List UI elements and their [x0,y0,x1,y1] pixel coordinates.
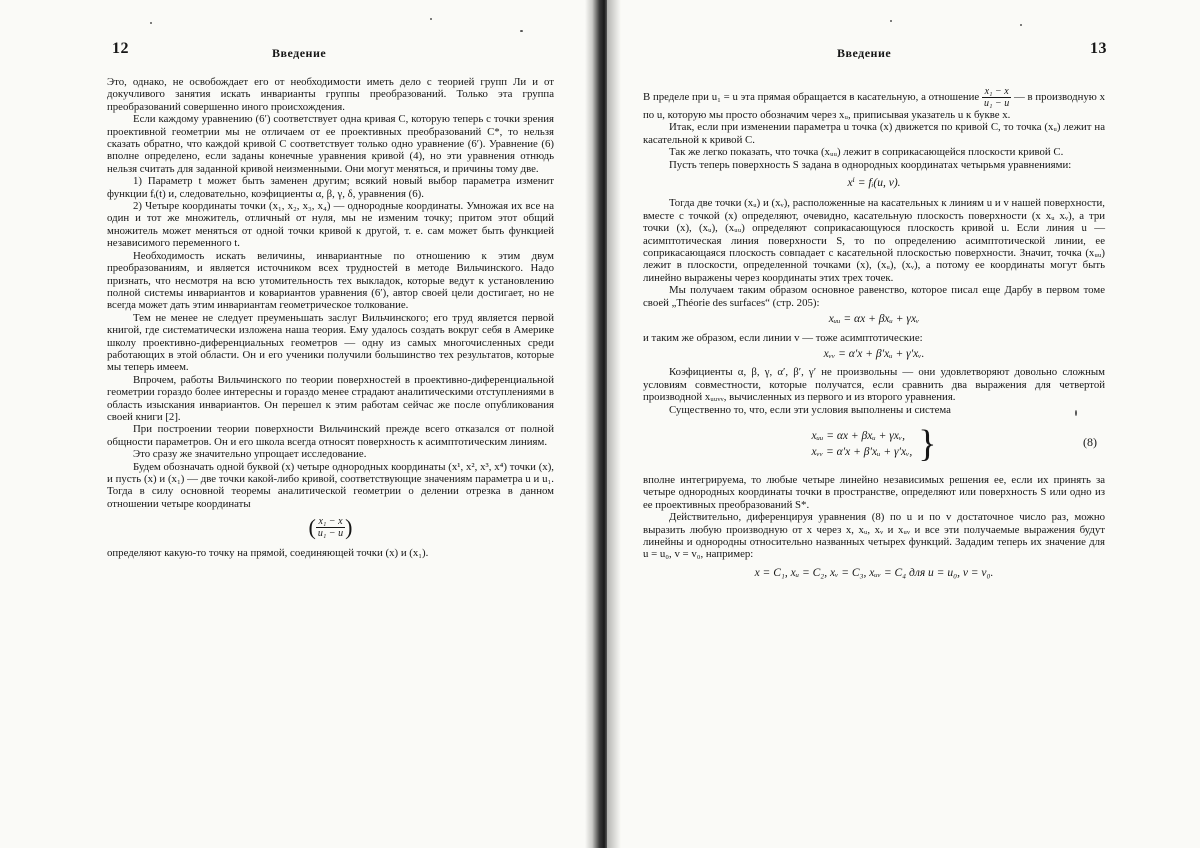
paragraph-last-line: определяют какую-то точку на прямой, соединяющей точки (x) и (x₁). [107,547,429,560]
left-page-number: 12 [112,40,129,57]
paragraph: вполне интегрируема, то любые четыре линейно независимых решения ее, если их принять за четыре однородных координаты точки в пространстве, определяют или поверхность S или одно из ее проективных преобразований S*. [643,473,1105,511]
right-page [607,0,1200,848]
book-gutter-shadow [585,0,609,848]
paragraph: При построении теории поверхности Вильчинский прежде всего отказался от полной общности параметров. Он и его школа всегда относят поверхность к асимптотическим линиям. [107,423,554,448]
fraction-numerator: x₁ − x [316,516,345,528]
right-body-text [643,86,1105,587]
scan-speckle [890,20,892,22]
fraction-denominator: u₁ − u [317,528,344,540]
scan-speckle [150,22,152,24]
fraction-denominator: u₁ − u [984,98,1010,109]
left-header-title: Введение [272,46,327,60]
paragraph: 2) Четыре координаты точки (x₁, x₂, x₃, x₄) — однородные координаты. Умножая их все на один и тот же множитель, отличный от нуля, мы не изменим точку; притом этот общий множитель может меняться от одной точки кривой к другой, т. е. сам может быть функцией независимого переменного t. [107,200,554,250]
right-page-gutter-shadow [607,0,621,848]
right-brace: } [918,422,937,465]
equation-vv: xᵥᵥ = α′x + β′xᵤ + γ′xᵥ. [823,347,925,360]
left-body-text [107,76,554,560]
paragraph-text: В пределе при u₁ = u эта прямая обращается в касательную, а отношение [643,90,980,103]
right-header-title: Введение [837,46,892,60]
scan-speckle [520,30,523,32]
equation-surface: xⁱ = fᵢ(u, v). [847,177,901,190]
scan-speckle [430,18,432,20]
system-lines [812,428,913,460]
equation-initial-values: x = C₁, xᵤ = C₂, xᵥ = C₃, xᵤᵥ = C₄ для u = u₀, v = v₀. [754,566,994,579]
paragraph: Впрочем, работы Вильчинского по теории поверхностей в проективно-диференциальной геометрии гораздо более интересны и гораздо менее страдают аналитическими отступлениями в область изыскания инвариантов. Он перешел к этим работам сейчас же после опубликования своей книги [2]. [107,373,554,423]
paragraph: и таким же образом, если линии v — тоже асимптотические: [643,331,923,344]
system-line: xᵤᵤ = αx + βxᵤ + γxᵥ, [811,429,905,442]
paragraph: Существенно то, что, если эти условия выполнены и система [669,403,951,416]
paragraph: Коэфициенты α, β, γ, α′, β′, γ′ не произвольны — они удовлетворяют довольно сложным условиям совместности, которые получатся, если сравнить два выражения для четвертой производной xᵤᵤᵥᵥ, вычисленных из первого и из второго уравнения. [643,366,1105,404]
fraction [316,516,345,539]
paragraph: Будем обозначать одной буквой (x) четыре однородных координаты (x¹, x², x³, x⁴) точки (x), и пусть (x) и (x₁) — две точки какой-либо кривой, соответствующие значениям параметра u и u₁. Тогда в силу основной теоремы аналитической геометрии о делении отрезка в данном отношении четыре координаты [107,460,554,510]
paragraph: Тогда две точки (xᵤ) и (xᵥ), расположенные на касательных к линиям u и v нашей поверхности, вместе с точкой (x) определяют, очевидно, касательную плоскость поверхности (x xᵤ xᵥ), а три точки (x), (xᵤ), (xᵤᵤ) определяют соприкасающуюся плоскость кривой u. Если линия u — асимптотическая линия поверхности S, то по определению асимптотической линии, ее соприкасающаяся плоскость совпадает с касательной плоскостью поверхности. Значит, точка (xᵤᵤ) лежит в плоскости, определенной точками (x), (xᵤ), (xᵥ), а потому ее координаты могут быть линейно выражены через координаты этих трех точек. [643,197,1105,284]
equation-number: (8) [1083,434,1097,449]
paragraph: Пусть теперь поверхность S задана в однородных координатах четырьмя уравнениями: [669,158,1072,171]
paragraph: 1) Параметр t может быть заменен другим; всякий новый выбор параметра изменит функции fᵢ(t) и, следовательно, коэфициенты α, β, γ, δ, уравнения (6). [107,175,554,200]
equation-darboux: xᵤᵤ = αx + βxᵤ + γxᵥ [828,313,920,326]
equation-system-8 [643,424,1105,464]
paragraph: Действительно, диференцируя уравнения (8) по u и по v достаточное число раз, можно выразить любую производную от x через x, xᵤ, xᵥ и xᵤᵥ и все эти получаемые выражения будут линейны и однородны относительно названных четырех функций. Зададим теперь их значение для u = u₀, v = v₀, например: [643,511,1105,561]
paragraph: Мы получаем таким образом основное равенство, которое писал еще Дарбу в первом томе своей „Théorie des surfaces“ (стр. 205): [643,284,1105,309]
paragraph-text: — в производную x по u, которую мы просто обозначим через xᵤ, приписывая указатель u к букве x. [643,90,1106,121]
scan-speckle [1020,24,1022,26]
paragraph: Это сразу же значительно упрощает исследование. [133,448,367,461]
right-page-number: 13 [1090,40,1107,57]
fraction-numerator: x₁ − x [982,86,1011,98]
fraction [982,86,1011,109]
paragraph: Необходимость искать величины, инвариантные по отношению к этим двум преобразованиям, и является источником всех трудностей в методе Вильчинского. Надо признать, что несмотря на всю утомительность тех выкладок, которые ведут к установлению полной системы инвариантов и ковариантов уравнения (6′), автор своей цели достигает, но не всегда может дать этим инвариантам геометрическое толкование. [107,249,554,312]
system-line: xᵥᵥ = α′x + β′xᵤ + γ′xᵥ, [811,445,913,458]
paragraph [643,86,1105,121]
scan-speckle [1075,410,1077,416]
paragraph: Так же легко показать, что точка (xᵤᵤ) лежит в соприкасающейся плоскости кривой C. [669,146,1064,159]
right-running-header [637,40,1107,66]
left-running-header [112,40,562,66]
paragraph: Это, однако, не освобождает его от необходимости иметь дело с теорией групп Ли и от докучливого занятия искать инварианты группы преобразований. Только эта группа преобразований совершенно иного происхождения. [107,76,554,113]
ratio-formula: ( $\frac{\text{x₁ − x}}{\text{u₁ − u}}$ ) [308,514,353,540]
paragraph: Тем не менее не следует преуменьшать заслуг Вильчинского; его труд является первой книгой, где систематически изложена наша теория. Ему удалось создать вокруг себя в Америке школу проективно-диференциальных геометров — одну из самых многочисленных среди работающих в этой области. Он и его ученики получили большинство тех результатов, которые мы теперь имеем. [107,311,554,374]
paragraph: Итак, если при изменении параметра u точка (x) движется по кривой C, то точка (xᵤ) лежит на касательной к кривой C. [643,121,1105,146]
paragraph: Если каждому уравнению (6′) соответствует одна кривая C, которую теперь с точки зрения проективной геометрии мы не отличаем от ее проективных преобразований C*, то нельзя сказать обратно, что каждой кривой C соответствует только одно уравнение (6′). Уравнение (6) вполне определено, если заданы конечные уравнения кривой (4), но эти уравнения отнюдь нельзя считать для заданной кривой неизменными. Они могут меняться, и причины тому две. [107,113,554,175]
